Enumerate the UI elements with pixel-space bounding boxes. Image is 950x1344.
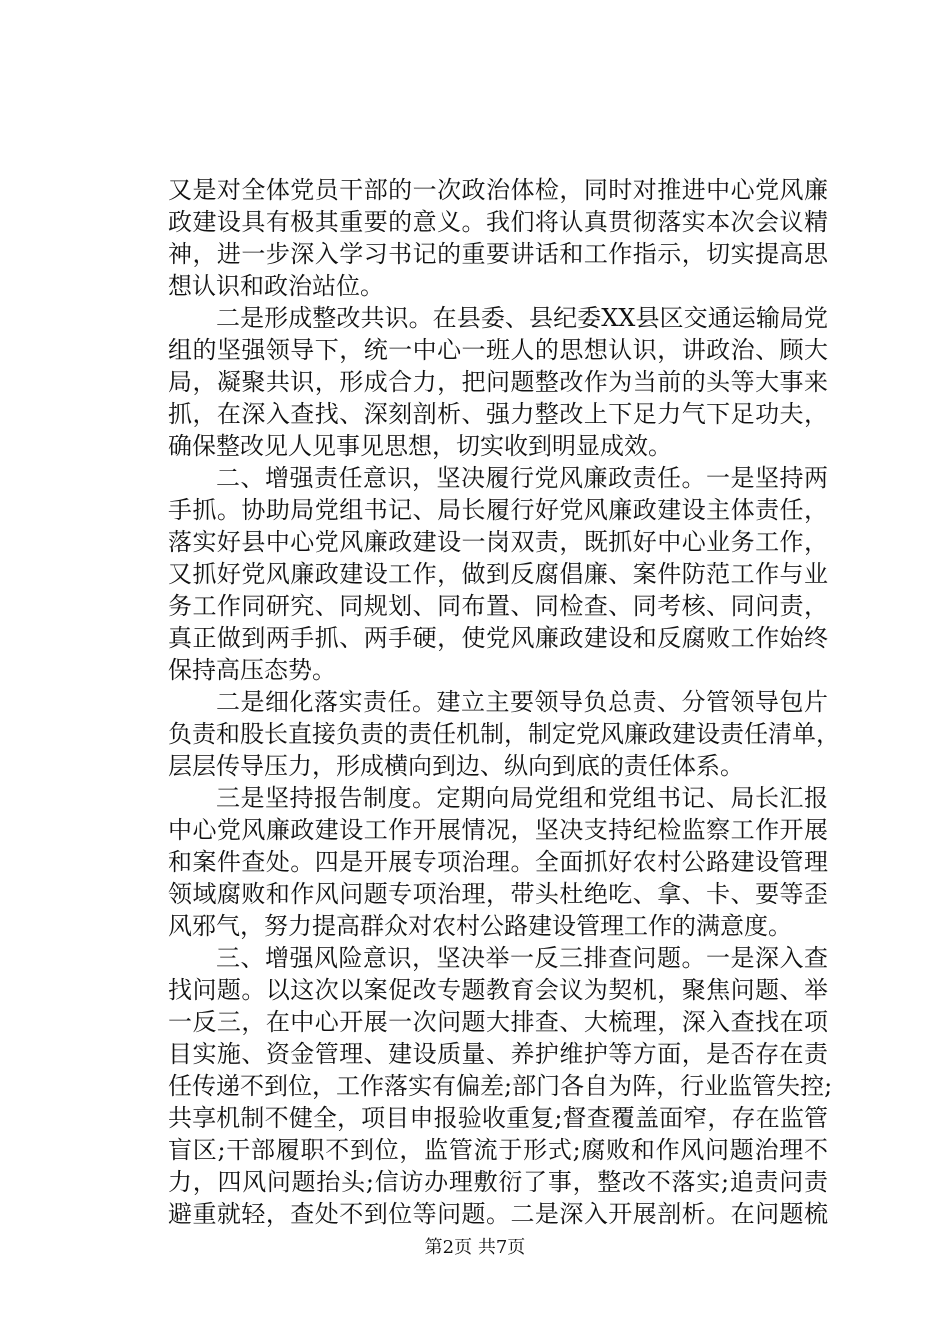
text-line: 力，四风问题抬头;信访办理敷衍了事，整改不落实;追责问责 bbox=[168, 1168, 828, 1196]
paragraph-start-line: 二是形成整改共识。在县委、县纪委XX县区交通运输局党 bbox=[216, 304, 828, 332]
text-line: 中心党风廉政建设工作开展情况，坚决支持纪检监察工作开展 bbox=[168, 816, 828, 844]
text-line: 组的坚强领导下，统一中心一班人的思想认识，讲政治、顾大 bbox=[168, 336, 828, 364]
text-line: 局，凝聚共识，形成合力，把问题整改作为当前的头等大事来 bbox=[168, 368, 828, 396]
paragraph-start-line: 二、增强责任意识，坚决履行党风廉政责任。一是坚持两 bbox=[216, 464, 828, 492]
text-line: 又是对全体党员干部的一次政治体检，同时对推进中心党风廉 bbox=[168, 176, 828, 204]
paragraph-start-line: 二是细化落实责任。建立主要领导负总责、分管领导包片 bbox=[216, 688, 828, 716]
page-number-footer: 第2页 共7页 bbox=[424, 1237, 526, 1258]
text-line: 目实施、资金管理、建设质量、养护维护等方面，是否存在责 bbox=[168, 1040, 828, 1068]
text-line: 共享机制不健全，项目申报验收重复;督查覆盖面窄，存在监管 bbox=[168, 1104, 828, 1132]
text-line: 领域腐败和作风问题专项治理，带头杜绝吃、拿、卡、要等歪 bbox=[168, 880, 828, 908]
text-line: 和案件查处。四是开展专项治理。全面抓好农村公路建设管理 bbox=[168, 848, 828, 876]
text-line: 神，进一步深入学习书记的重要讲话和工作指示，切实提高思 bbox=[168, 240, 828, 268]
paragraph-start-line: 三是坚持报告制度。定期向局党组和党组书记、局长汇报 bbox=[216, 784, 828, 812]
text-line: 落实好县中心党风廉政建设一岗双责，既抓好中心业务工作， bbox=[168, 528, 828, 556]
text-line: 风邪气，努力提高群众对农村公路建设管理工作的满意度。 bbox=[168, 912, 792, 940]
text-line: 确保整改见人见事见思想，切实收到明显成效。 bbox=[168, 432, 672, 460]
body-text bbox=[168, 174, 840, 1230]
text-line: 想认识和政治站位。 bbox=[168, 272, 384, 300]
text-line: 保持高压态势。 bbox=[168, 656, 336, 684]
text-line: 抓，在深入查找、深刻剖析、强力整改上下足力气下足功夫， bbox=[168, 400, 828, 428]
text-line: 真正做到两手抓、两手硬，使党风廉政建设和反腐败工作始终 bbox=[168, 624, 828, 652]
text-line: 一反三，在中心开展一次问题大排查、大梳理，深入查找在项 bbox=[168, 1008, 828, 1036]
text-line: 又抓好党风廉政建设工作，做到反腐倡廉、案件防范工作与业 bbox=[168, 560, 828, 588]
text-line: 务工作同研究、同规划、同布置、同检查、同考核、同问责， bbox=[168, 592, 828, 620]
text-line: 政建设具有极其重要的意义。我们将认真贯彻落实本次会议精 bbox=[168, 208, 828, 236]
text-line: 任传递不到位，工作落实有偏差;部门各自为阵，行业监管失控; bbox=[168, 1072, 833, 1100]
text-line: 手抓。协助局党组书记、局长履行好党风廉政建设主体责任， bbox=[168, 496, 828, 524]
text-line: 盲区;干部履职不到位，监管流于形式;腐败和作风问题治理不 bbox=[168, 1136, 828, 1164]
text-line: 找问题。以这次以案促改专题教育会议为契机，聚焦问题、举 bbox=[168, 976, 828, 1004]
text-line: 层层传导压力，形成横向到边、纵向到底的责任体系。 bbox=[168, 752, 744, 780]
text-line: 避重就轻，查处不到位等问题。二是深入开展剖析。在问题梳 bbox=[168, 1200, 828, 1228]
text-line: 负责和股长直接负责的责任机制，制定党风廉政建设责任清单， bbox=[168, 720, 840, 748]
paragraph-start-line: 三、增强风险意识，坚决举一反三排查问题。一是深入查 bbox=[216, 944, 828, 972]
